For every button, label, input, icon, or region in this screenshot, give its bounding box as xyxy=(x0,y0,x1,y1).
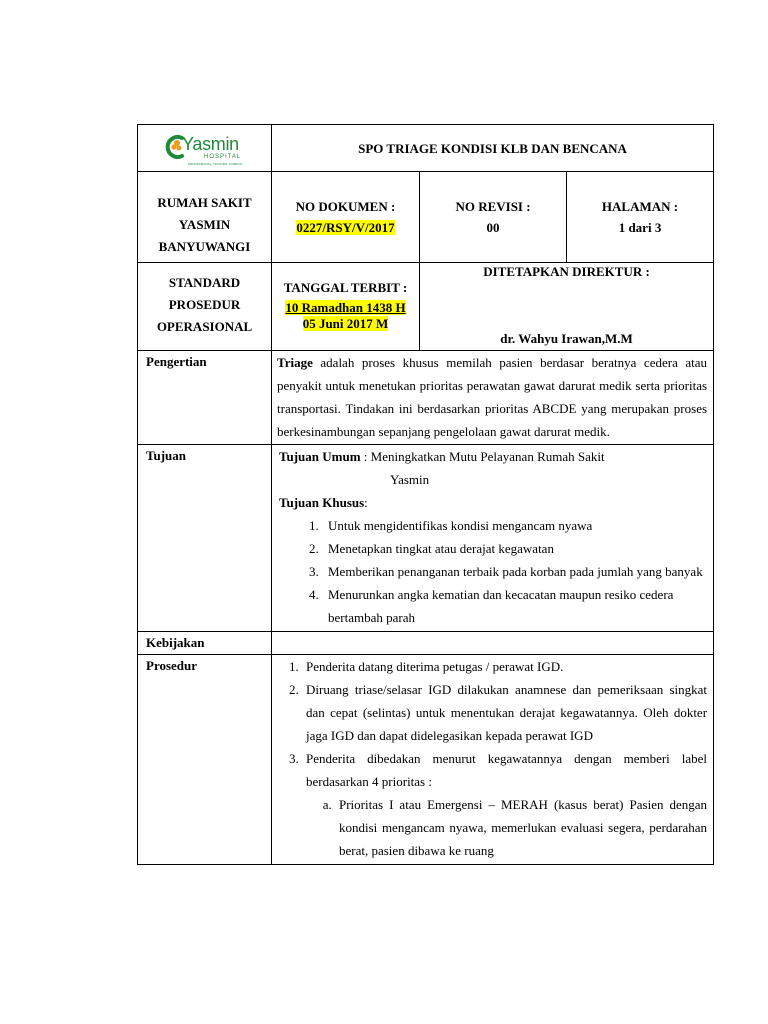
kebijakan-label: Kebijakan xyxy=(138,632,272,655)
halaman-cell xyxy=(567,172,714,263)
direktur-cell xyxy=(420,263,714,351)
hospital-name-line2: YASMIN xyxy=(178,217,231,232)
kebijakan-row xyxy=(138,632,714,655)
prosedur-item-3-text: Penderita dibedakan menurut kegawatannya dengan memberi label berdasarkan 4 prioritas : xyxy=(306,751,708,789)
spo-line2: PROSEDUR xyxy=(168,297,241,312)
no-revisi-label: NO REVISI : xyxy=(455,199,531,214)
logo-sub: HOSPITAL xyxy=(204,154,242,160)
hospital-logo xyxy=(164,128,271,168)
no-dokumen-label: NO DOKUMEN : xyxy=(295,199,396,214)
prosedur-label: Prosedur xyxy=(138,655,272,865)
tujuan-umum-cont: Yasmin xyxy=(390,472,430,487)
tujuan-khusus-label: Tujuan Khusus xyxy=(279,495,365,510)
list-item: 4. Menurunkan angka kematian dan kecacatan maupun resiko cedera bertambah parah xyxy=(322,583,707,629)
doc-info-row xyxy=(138,172,714,263)
pengertian-term: Triage xyxy=(277,355,313,370)
pengertian-content xyxy=(272,351,714,445)
title-row xyxy=(138,125,714,172)
spo-cell xyxy=(138,263,272,351)
no-revisi-value: 00 xyxy=(486,220,500,235)
prosedur-content xyxy=(272,655,714,865)
tanggal-hijri: 10 Ramadhan 1438 H xyxy=(285,300,406,315)
halaman-label: HALAMAN : xyxy=(601,199,679,214)
tanggal-masehi: 05 Juni 2017 M xyxy=(302,316,389,331)
prosedur-row xyxy=(138,655,714,865)
tujuan-content xyxy=(272,445,714,632)
spo-table xyxy=(137,124,714,865)
prioritas-list xyxy=(306,793,707,862)
prosedur-list xyxy=(278,655,707,862)
tujuan-khusus-colon: : xyxy=(364,495,368,510)
logo-cell xyxy=(138,125,272,172)
tujuan-label: Tujuan xyxy=(138,445,272,632)
logo-text: Yasmin xyxy=(182,134,239,154)
pengertian-row xyxy=(138,351,714,445)
halaman-value: 1 dari 3 xyxy=(618,220,662,235)
hospital-name-line3: BANYUWANGI xyxy=(158,239,251,254)
list-item: 1. Untuk mengidentifikas kondisi mengancam nyawa xyxy=(322,514,707,537)
pengertian-label: Pengertian xyxy=(138,351,272,445)
ditetapkan-label: DITETAPKAN DIREKTUR : xyxy=(483,264,650,279)
hospital-name-line1: RUMAH SAKIT xyxy=(157,195,252,210)
tanggal-label: TANGGAL TERBIT : xyxy=(283,280,408,295)
tujuan-umum-text: : Meningkatkan Mutu Pelayanan Rumah Sakit xyxy=(360,449,605,464)
tujuan-umum xyxy=(279,445,707,468)
list-item xyxy=(302,747,707,862)
list-item: 2. Menetapkan tingkat atau derajat kegawatan xyxy=(322,537,707,560)
tanggal-cell xyxy=(272,263,420,351)
pengertian-text: adalah proses khusus memilah pasien berdasar beratnya cedera atau penyakit untuk menetukan prioritas perawatan gawat darurat medik serta prioritas transportasi. Tindakan ini berdasarkan prioritas ABCDE yang merupakan proses berkesinambungan sepanjang pengelolaan gawat darurat medik. xyxy=(277,355,708,439)
spo-row xyxy=(138,263,714,351)
tujuan-khusus xyxy=(279,491,707,514)
tujuan-row xyxy=(138,445,714,632)
logo-tagline: PROFESSIONAL, TRUSTED, CAREFUL xyxy=(188,162,243,166)
no-revisi-cell xyxy=(420,172,567,263)
hospital-name-cell xyxy=(138,172,272,263)
spo-line1: STANDARD xyxy=(168,275,241,290)
tujuan-khusus-list xyxy=(279,514,707,629)
spo-line3: OPERASIONAL xyxy=(156,319,253,334)
list-item: 2. Diruang triase/selasar IGD dilakukan anamnese dan pemeriksaan singkat dan cepat (selintas) untuk menentukan derajat kegawatannya. Oleh dokter jaga IGD dan dapat didelegasikan kepada perawat IGD xyxy=(302,678,707,747)
tujuan-umum-label: Tujuan Umum xyxy=(279,449,361,464)
list-item: 1. Penderita datang diterima petugas / perawat IGD. xyxy=(302,655,707,678)
list-item: 3. Memberikan penanganan terbaik pada korban pada jumlah yang banyak xyxy=(322,560,707,583)
no-dokumen-value: 0227/RSY/V/2017 xyxy=(296,220,395,235)
kebijakan-content xyxy=(272,632,714,655)
no-dokumen-cell xyxy=(272,172,420,263)
document-title: SPO TRIAGE KONDISI KLB DAN BENCANA xyxy=(272,125,714,172)
spo-document xyxy=(137,124,713,865)
list-item: a. Prioritas I atau Emergensi – MERAH (kasus berat) Pasien dengan kondisi mengancam nyawa, memerlukan evaluasi segera, perdarahan berat, pasien dibawa ke ruang xyxy=(335,793,707,862)
direktur-name: dr. Wahyu Irawan,M.M xyxy=(500,331,633,346)
